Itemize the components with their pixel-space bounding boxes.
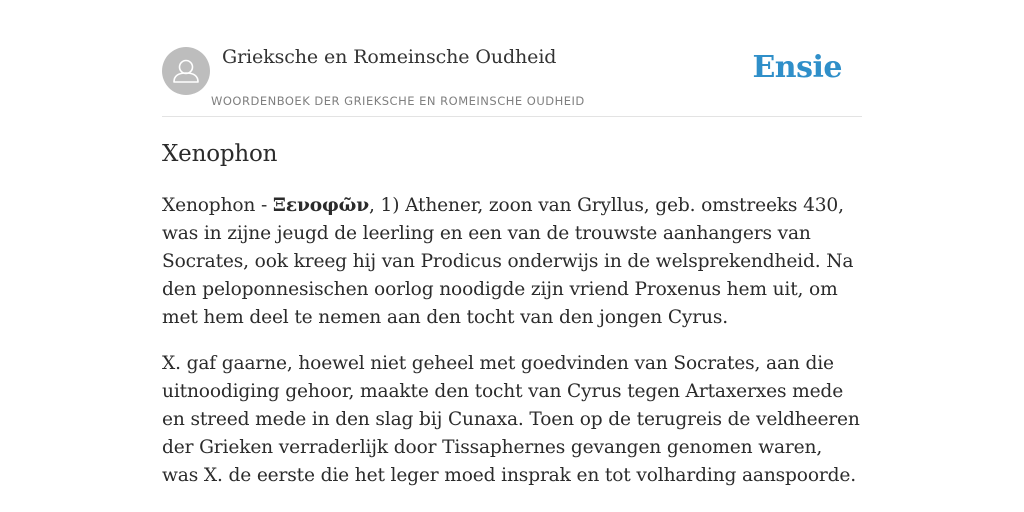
book-subtitle: WOORDENBOEK DER GRIEKSCHE EN ROMEINSCHE OUDHEID	[211, 94, 585, 108]
entry-paragraph-1	[162, 192, 862, 332]
user-icon	[162, 47, 210, 95]
book-title[interactable]: Grieksche en Romeinsche Oudheid	[222, 46, 557, 68]
paragraph-rest: , 1) Athener, zoon van Gryllus, geb. omstreeks 430, was in zijne jeugd de leerling en een van de trouwste aanhangers van Socrates, ook kreeg hij van Prodicus onderwijs in de welsprekendheid. Na den peloponnesischen oorlog noodigde zijn vriend Proxenus hem uit, om met hem deel te nemen aan den tocht van den jongen Cyrus.	[162, 195, 854, 328]
entry	[162, 138, 862, 508]
brand-logo[interactable]: Ensie	[752, 50, 842, 85]
entry-paragraph-2: X. gaf gaarne, hoewel niet geheel met goedvinden van Socrates, aan die uitnoodiging gehoor, maakte den tocht van Cyrus tegen Artaxerxes mede en streed mede in den slag bij Cunaxa. Toen op de terugreis de veldheeren der Grieken verraderlijk door Tissaphernes gevangen genomen waren, was X. de eerste die het leger moed insprak en tot volharding aanspoorde.	[162, 353, 860, 486]
greek-term: Ξενοφῶν	[272, 195, 369, 216]
paragraph-lead: Xenophon -	[162, 195, 273, 216]
avatar[interactable]	[162, 47, 210, 95]
header	[162, 44, 862, 117]
entry-title: Xenophon	[162, 141, 278, 167]
